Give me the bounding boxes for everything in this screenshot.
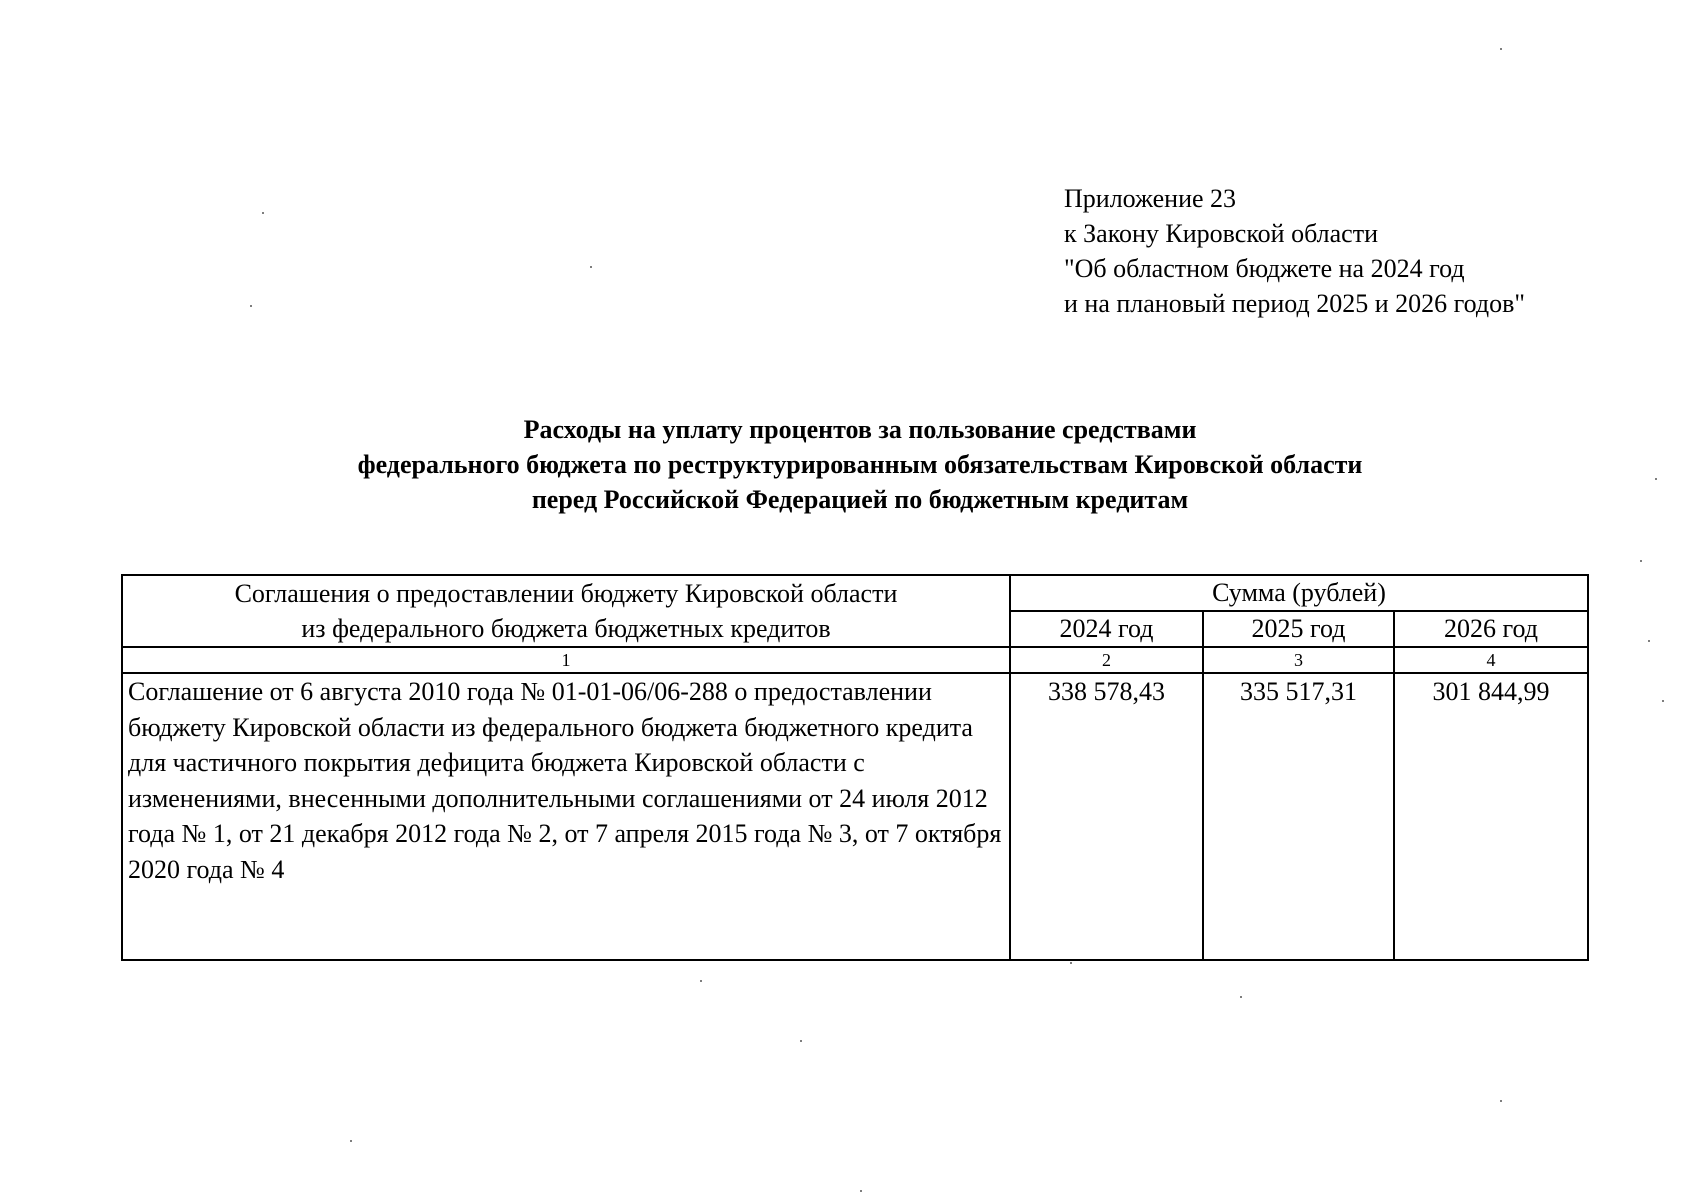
- header-year-2025: 2025 год: [1203, 611, 1394, 647]
- budget-table: [121, 574, 1589, 961]
- appendix-law-title-line2: и на плановый период 2025 и 2026 годов": [1064, 289, 1526, 318]
- document-title: [120, 412, 1600, 517]
- appendix-law-title-line1: "Об областном бюджете на 2024 год: [1064, 254, 1465, 283]
- column-number-1: 1: [122, 647, 1010, 673]
- amount-2024: 338 578,43: [1010, 673, 1203, 960]
- appendix-law-reference: к Закону Кировской области: [1064, 219, 1378, 248]
- header-description-line1: Соглашения о предоставлении бюджету Кировской области: [234, 579, 898, 608]
- appendix-number: Приложение 23: [1064, 184, 1237, 213]
- document-title-line3: перед Российской Федерацией по бюджетным кредитам: [531, 485, 1189, 514]
- document-title-line1: Расходы на уплату процентов за пользование средствами: [523, 415, 1197, 444]
- amount-2026: 301 844,99: [1394, 673, 1588, 960]
- column-number-4: 4: [1394, 647, 1588, 673]
- column-number-3: 3: [1203, 647, 1394, 673]
- header-year-2026: 2026 год: [1394, 611, 1588, 647]
- header-year-2024: 2024 год: [1010, 611, 1203, 647]
- header-description-line2: из федерального бюджета бюджетных кредитов: [301, 614, 831, 643]
- agreement-description: Соглашение от 6 августа 2010 года № 01-01-06/06-288 о предоставлении бюджету Кировской области из федерального бюджета бюджетного кредита для частичного покрытия дефицита бюджета Кировской области с изменениями, внесенными дополнительными соглашениями от 24 июля 2012 года № 1, от 21 декабря 2012 года № 2, от 7 апреля 2015 года № 3, от 7 октября 2020 года № 4: [122, 673, 1010, 960]
- table-header-row: [122, 575, 1588, 611]
- table-row: [122, 673, 1588, 960]
- amount-2025: 335 517,31: [1203, 673, 1394, 960]
- appendix-block: [1064, 181, 1525, 321]
- header-description: [122, 575, 1010, 647]
- document-title-line2: федерального бюджета по реструктурированным обязательствам Кировской области: [357, 450, 1363, 479]
- header-sum: Сумма (рублей): [1010, 575, 1588, 611]
- column-number-2: 2: [1010, 647, 1203, 673]
- column-number-row: [122, 647, 1588, 673]
